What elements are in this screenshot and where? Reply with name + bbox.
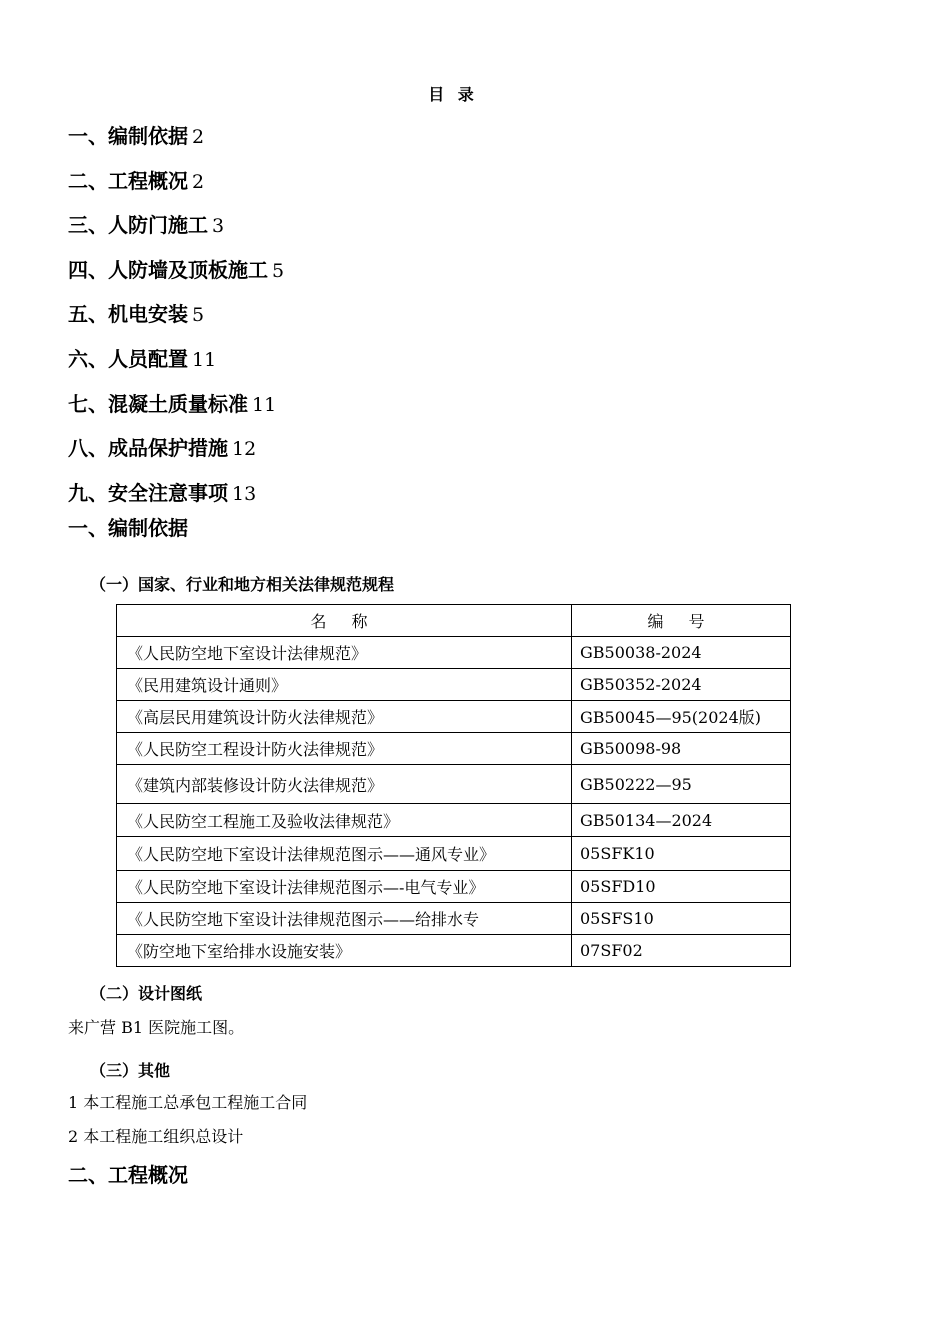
toc-item-label: 五、机电安装 bbox=[68, 302, 188, 327]
table-row bbox=[117, 733, 791, 765]
column-header-code: 编 号 bbox=[572, 605, 791, 637]
toc-item[interactable] bbox=[68, 343, 284, 388]
toc-item[interactable] bbox=[68, 209, 284, 254]
toc-item-label: 九、安全注意事项 bbox=[68, 480, 228, 505]
regulation-name-cell: 《高层民用建筑设计防火法律规范》 bbox=[117, 701, 572, 733]
toc-item[interactable] bbox=[68, 432, 284, 477]
toc-item-page: 5 bbox=[192, 304, 205, 327]
regulations-table bbox=[116, 604, 791, 967]
section-heading-overview: 二、工程概况 bbox=[68, 1163, 188, 1187]
regulation-name-cell: 《人民防空地下室设计法律规范图示—-电气专业》 bbox=[117, 871, 572, 903]
regulation-name-cell: 《人民防空地下室设计法律规范图示——通风专业》 bbox=[117, 837, 572, 871]
subsection-heading-regulations: （一）国家、行业和地方相关法律规范规程 bbox=[90, 575, 395, 594]
table-of-contents bbox=[68, 120, 284, 521]
drawings-text: 来广营 B1 医院施工图。 bbox=[68, 1018, 245, 1037]
regulation-name-cell: 《建筑内部装修设计防火法律规范》 bbox=[117, 765, 572, 804]
regulation-code-cell: GB50098-98 bbox=[572, 733, 791, 765]
toc-item-page: 11 bbox=[252, 393, 277, 416]
toc-item[interactable] bbox=[68, 254, 284, 299]
toc-item-label: 二、工程概况 bbox=[68, 168, 188, 193]
toc-item-label: 三、人防门施工 bbox=[68, 213, 208, 238]
toc-item-page: 12 bbox=[232, 438, 257, 461]
regulation-name-cell: 《防空地下室给排水设施安装》 bbox=[117, 935, 572, 967]
regulation-name-cell: 《民用建筑设计通则》 bbox=[117, 669, 572, 701]
table-row bbox=[117, 903, 791, 935]
table-row bbox=[117, 701, 791, 733]
regulation-code-cell: 05SFK10 bbox=[572, 837, 791, 871]
toc-item[interactable] bbox=[68, 165, 284, 210]
regulation-code-cell: GB50045—95(2024版) bbox=[572, 701, 791, 733]
subsection-heading-other: （三）其他 bbox=[90, 1061, 171, 1080]
other-item: 2 本工程施工组织总设计 bbox=[68, 1127, 244, 1146]
toc-item-page: 13 bbox=[232, 482, 257, 505]
toc-item-page: 3 bbox=[212, 215, 225, 238]
toc-item-page: 2 bbox=[192, 170, 205, 193]
toc-item-page: 5 bbox=[272, 259, 285, 282]
toc-item-label: 一、编制依据 bbox=[68, 124, 188, 148]
toc-item[interactable] bbox=[68, 298, 284, 343]
regulation-name-cell: 《人民防空工程施工及验收法律规范》 bbox=[117, 804, 572, 837]
regulation-code-cell: 05SFD10 bbox=[572, 871, 791, 903]
regulation-code-cell: GB50352-2024 bbox=[572, 669, 791, 701]
regulation-code-cell: GB50038-2024 bbox=[572, 637, 791, 669]
toc-title: 目 录 bbox=[428, 85, 478, 104]
toc-item-label: 七、混凝土质量标准 bbox=[68, 391, 248, 416]
toc-item-page: 2 bbox=[192, 126, 205, 148]
table-row bbox=[117, 637, 791, 669]
toc-item-page: 11 bbox=[192, 348, 217, 371]
toc-item-label: 八、成品保护措施 bbox=[68, 436, 228, 461]
table-row bbox=[117, 935, 791, 967]
regulation-name-cell: 《人民防空工程设计防火法律规范》 bbox=[117, 733, 572, 765]
section-heading-basis: 一、编制依据 bbox=[68, 516, 188, 540]
regulation-name-cell: 《人民防空地下室设计法律规范》 bbox=[117, 637, 572, 669]
toc-item[interactable] bbox=[68, 388, 284, 433]
table-row bbox=[117, 765, 791, 804]
regulation-code-cell: 05SFS10 bbox=[572, 903, 791, 935]
toc-item[interactable] bbox=[68, 120, 284, 165]
toc-item-label: 六、人员配置 bbox=[68, 346, 188, 371]
table-row bbox=[117, 804, 791, 837]
regulation-code-cell: GB50222—95 bbox=[572, 765, 791, 804]
regulation-code-cell: GB50134—2024 bbox=[572, 804, 791, 837]
table-row bbox=[117, 871, 791, 903]
other-item: 1 本工程施工总承包工程施工合同 bbox=[68, 1093, 308, 1112]
toc-item-label: 四、人防墙及顶板施工 bbox=[68, 257, 268, 282]
table-header-row bbox=[117, 605, 791, 637]
regulation-name-cell: 《人民防空地下室设计法律规范图示——给排水专 bbox=[117, 903, 572, 935]
subsection-heading-drawings: （二）设计图纸 bbox=[90, 984, 203, 1003]
regulation-code-cell: 07SF02 bbox=[572, 935, 791, 967]
column-header-name: 名 称 bbox=[117, 605, 572, 637]
table-row bbox=[117, 669, 791, 701]
table-row bbox=[117, 837, 791, 871]
